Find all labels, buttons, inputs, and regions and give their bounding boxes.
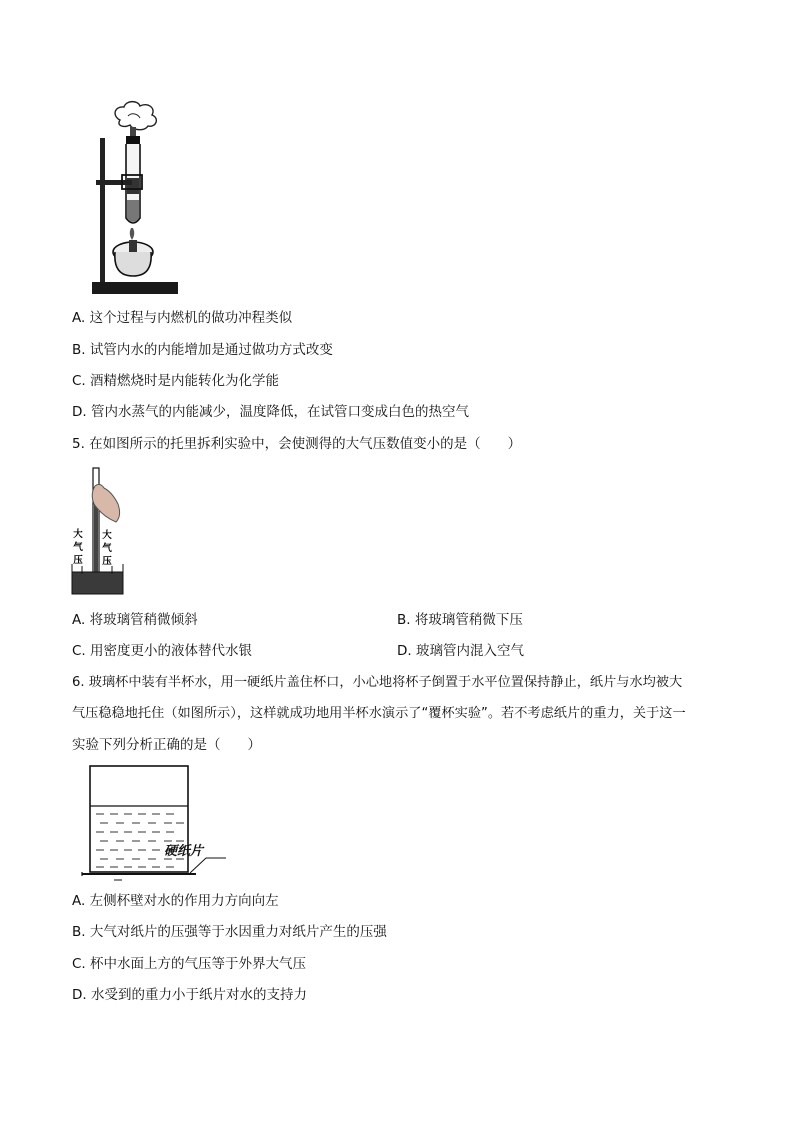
q4-option-c: C. 酒精燃烧时是内能转化为化学能 bbox=[72, 373, 280, 389]
inverted-cup-drawing bbox=[78, 762, 228, 888]
q6-option-a: A. 左侧杯壁对水的作用力方向向左 bbox=[72, 893, 279, 909]
paper-card-label: 硬纸片 bbox=[164, 844, 204, 859]
atmos-label-left-3: 压 bbox=[73, 555, 83, 566]
steam-apparatus-drawing bbox=[88, 100, 184, 300]
q5-option-c: C. 用密度更小的液体替代水银 bbox=[72, 643, 253, 659]
q6-option-d: D. 水受到的重力小于纸片对水的支持力 bbox=[72, 987, 307, 1003]
torricelli-drawing bbox=[70, 464, 126, 600]
q6-option-c: C. 杯中水面上方的气压等于外界大气压 bbox=[72, 956, 307, 972]
q5-option-b: B. 将玻璃管稍微下压 bbox=[397, 612, 523, 628]
atmos-label-right-2: 气 bbox=[102, 543, 112, 554]
torricelli-figure bbox=[70, 464, 126, 600]
atmos-label-right-1: 大 bbox=[102, 530, 112, 541]
cup-experiment-figure bbox=[78, 762, 228, 888]
q5-stem: 5. 在如图所示的托里拆利实验中，会使测得的大气压数值变小的是（ ） bbox=[72, 436, 522, 452]
q4-option-d: D. 管内水蒸气的内能减少，温度降低，在试管口变成白色的热空气 bbox=[72, 404, 469, 420]
q5-option-a: A. 将玻璃管稍微倾斜 bbox=[72, 612, 198, 628]
q4-option-b: B. 试管内水的内能增加是通过做功方式改变 bbox=[72, 342, 333, 358]
atmos-label-left-1: 大 bbox=[73, 529, 83, 540]
q6-stem-line-3: 实验下列分析正确的是（ ） bbox=[72, 737, 261, 753]
q5-option-d: D. 玻璃管内混入空气 bbox=[397, 643, 524, 659]
q6-option-b: B. 大气对纸片的压强等于水因重力对纸片产生的压强 bbox=[72, 924, 387, 940]
q4-option-a: A. 这个过程与内燃机的做功冲程类似 bbox=[72, 310, 293, 326]
atmos-label-left-2: 气 bbox=[73, 542, 83, 553]
q6-stem-line-2: 气压稳稳地托住（如图所示），这样就成功地用半杯水演示了“覆杯实验”。若不考虑纸片的重力，关于这一 bbox=[72, 706, 686, 721]
q6-stem-line-1: 6. 玻璃杯中装有半杯水，用一硬纸片盖住杯口，小心地将杯子倒置于水平位置保持静止，纸片与水均被大 bbox=[72, 675, 683, 690]
steam-experiment-figure bbox=[88, 100, 184, 300]
atmos-label-right-3: 压 bbox=[102, 556, 112, 567]
